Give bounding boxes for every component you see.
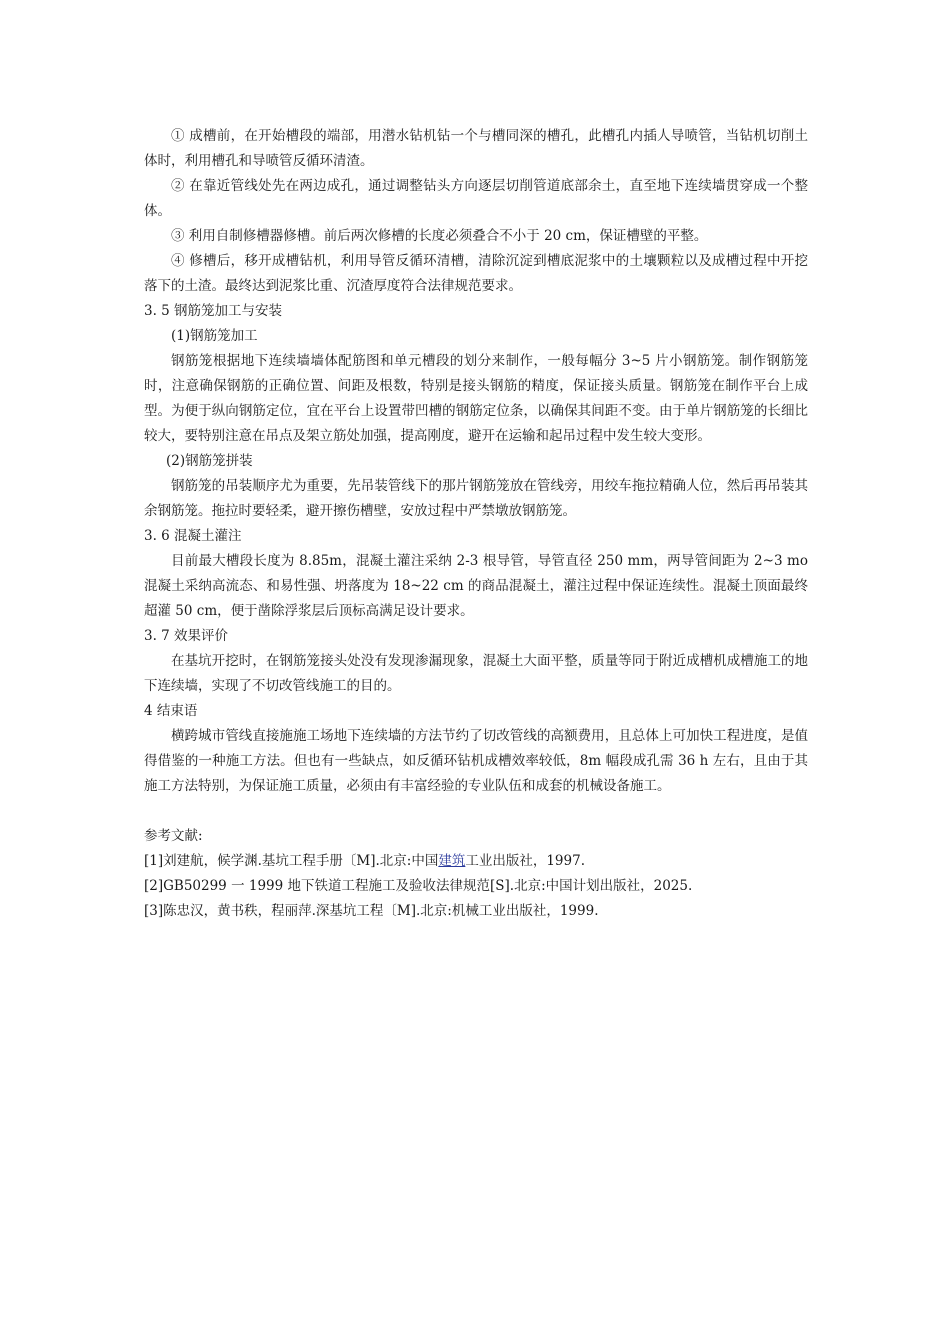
section-4-heading: 4 结束语 bbox=[144, 703, 198, 719]
section-3-5-heading: 3. 5 钢筋笼加工与安装 bbox=[144, 303, 283, 319]
spacer bbox=[144, 799, 808, 824]
references-heading: 参考文献: bbox=[144, 828, 203, 844]
section-3-6-heading: 3. 6 混凝土灌注 bbox=[144, 528, 242, 544]
reference-1 bbox=[144, 849, 808, 874]
reference-1-link[interactable]: 建筑 bbox=[438, 853, 466, 869]
step-1-paragraph: ① 成槽前，在开始槽段的端部，用潜水钻机钻一个与槽同深的槽孔，此槽孔内插人导喷管，当钻机切削土体时，利用槽孔和导喷管反循环清渣。 bbox=[144, 128, 808, 169]
document-body bbox=[144, 124, 808, 924]
section-3-6-paragraph: 目前最大槽段长度为 8.85m，混凝土灌注采纳 2-3 根导管，导管直径 250 mm，两导管间距为 2~3 mo 混凝土采纳高流态、和易性强、坍落度为 18~22 cm 的商品混凝土，灌注过程中保证连续性。混凝土顶面最终超灌 50 cm，便于凿除浮浆层后顶标高满足设计要求。 bbox=[144, 553, 808, 619]
reference-2: [2]GB50299 一 1999 地下铁道工程施工及验收法律规范[S].北京:中国计划出版社，2025. bbox=[144, 878, 693, 894]
section-3-5-subheading-2: (2)钢筋笼拼装 bbox=[166, 453, 253, 469]
reference-1-text-end: 工业出版社，1997. bbox=[465, 853, 585, 869]
section-4-paragraph: 横跨城市管线直接施施工场地下连续墙的方法节约了切改管线的高额费用，且总体上可加快工程进度，是值得借鉴的一种施工方法。但也有一些缺点，如反循环钻机成槽效率较低，8m 幅段成孔需 36 h 左右，且由于其施工方法特别，为保证施工质量，必须由有丰富经验的专业队伍和成套的机械设备施工。 bbox=[144, 728, 808, 794]
reference-3: [3]陈忠汉，黄书秩，程丽萍.深基坑工程〔M].北京:机械工业出版社，1999. bbox=[144, 903, 599, 919]
section-3-5-paragraph-1: 钢筋笼根据地下连续墙墙体配筋图和单元槽段的划分来制作，一般每幅分 3~5 片小钢筋笼。制作钢筋笼时，注意确保钢筋的正确位置、间距及根数，特别是接头钢筋的精度，保证接头质量。钢筋笼在制作平台上成型。为便于纵向钢筋定位，宜在平台上设置带凹槽的钢筋定位条，以确保其间距不变。由于单片钢筋笼的长细比较大，要特别注意在吊点及架立筋处加强，提高刚度，避开在运输和起吊过程中发生较大变形。 bbox=[144, 353, 808, 444]
step-4-paragraph: ④ 修槽后，移开成槽钻机，利用导管反循环清槽，清除沉淀到槽底泥浆中的土壤颗粒以及成槽过程中开挖落下的土渣。最终达到泥浆比重、沉渣厚度符合法律规范要求。 bbox=[144, 253, 808, 294]
section-3-5-subheading-1: (1)钢筋笼加工 bbox=[171, 328, 258, 344]
reference-1-text-start: [1]刘建航，候学渊.基坑工程手册〔M].北京:中国 bbox=[144, 853, 439, 869]
section-3-5-paragraph-2: 钢筋笼的吊装顺序尤为重要，先吊装管线下的那片钢筋笼放在管线旁，用绞车拖拉精确人位，然后再吊装其余钢筋笼。拖拉时要轻柔，避开擦伤槽壁，安放过程中严禁墩放钢筋笼。 bbox=[144, 478, 808, 519]
step-2-paragraph: ② 在靠近管线处先在两边成孔，通过调整钻头方向逐层切削管道底部余土，直至地下连续墙贯穿成一个整体。 bbox=[144, 178, 808, 219]
step-3-paragraph: ③ 利用自制修槽器修槽。前后两次修槽的长度必须叠合不小于 20 cm，保证槽壁的平整。 bbox=[171, 228, 708, 244]
section-3-7-heading: 3. 7 效果评价 bbox=[144, 628, 229, 644]
section-3-7-paragraph: 在基坑开挖时，在钢筋笼接头处没有发现渗漏现象，混凝土大面平整，质量等同于附近成槽机成槽施工的地下连续墙，实现了不切改管线施工的目的。 bbox=[144, 653, 808, 694]
